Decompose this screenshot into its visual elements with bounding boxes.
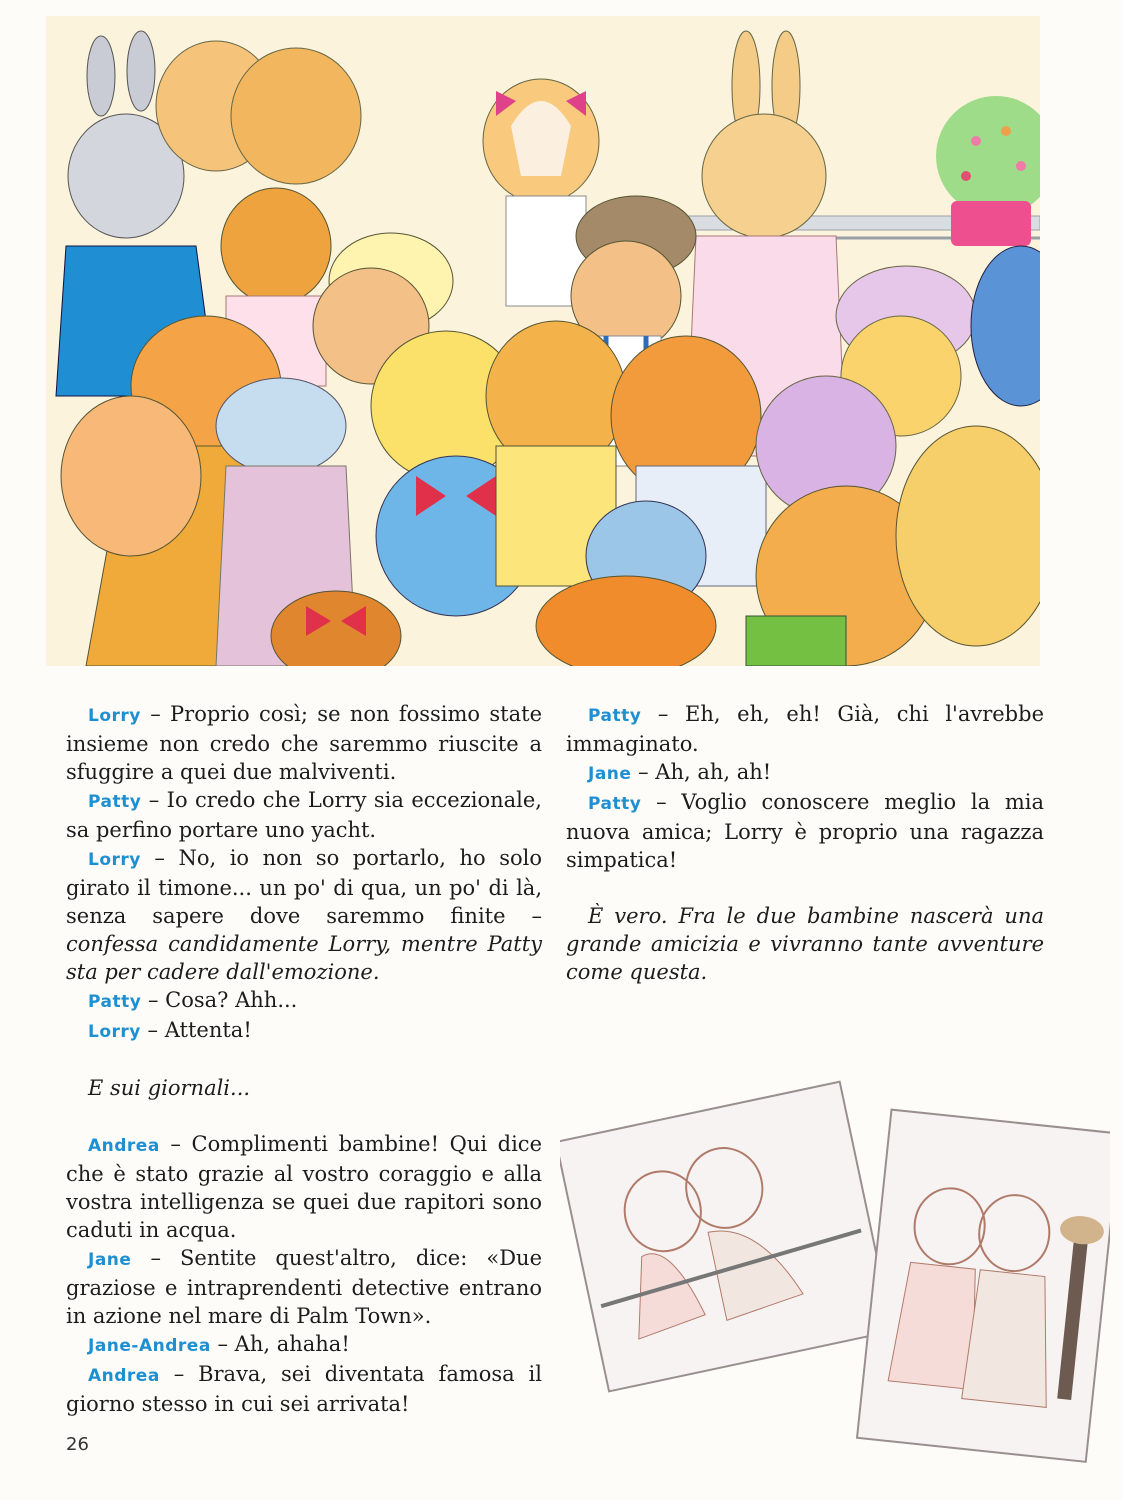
speaker-name: Patty	[588, 706, 642, 726]
dialogue-line: Jane – Sentite quest'altro, dice: «Due graziose e intraprendenti detective entrano in azione nel mare di Palm Town».	[66, 1246, 542, 1328]
sketch-photo-right	[857, 1110, 1110, 1462]
speaker-name: Patty	[588, 794, 642, 814]
dialogue-text: Eh, eh, eh! Già, chi l'avrebbe immaginato.	[566, 702, 1044, 756]
dialogue-line: Jane-Andrea – Ah, ahaha!	[88, 1332, 350, 1356]
dog-orange-left	[156, 41, 361, 184]
dialogue-line: Lorry – No, io non so portarlo, ho solo girato il timone... un po' di qua, un po' di là, senza sapere dove saremmo finite – confessa candidamente Lorry, mentre Patty sta per cadere dall'emozione.	[66, 846, 542, 984]
dialogue-line: Andrea – Brava, sei diventata famosa il giorno stesso in cui sei arrivata!	[66, 1362, 542, 1416]
dialogue-text: Proprio così; se non fossimo state insieme non credo che saremmo riuscite a sfuggire a quei due malviventi.	[66, 702, 542, 784]
dialogue-text: Io credo che Lorry sia eccezionale, sa perfino portare uno yacht.	[66, 788, 542, 842]
dialogue-text: Attenta!	[164, 1018, 252, 1042]
speaker-name: Lorry	[88, 850, 141, 870]
sketch-illustrations	[560, 1080, 1110, 1480]
dialogue-text: Ah, ah, ah!	[655, 760, 772, 784]
dialogue-line: Patty – Voglio conoscere meglio la mia nuova amica; Lorry è proprio una ragazza simpatica!	[566, 790, 1044, 872]
dialogue-text: Brava, sei diventata famosa il giorno stesso in cui sei arrivata!	[66, 1362, 542, 1416]
dialogue-line: Andrea – Complimenti bambine! Qui dice che è stato grazie al vostro coraggio e alla vostra intelligenza se quei due rapitori sono caduti in acqua.	[66, 1132, 542, 1242]
narration: È vero. Fra le due bambine nascerà una grande amicizia e vivranno tante avventure come questa.	[566, 904, 1044, 984]
dialogue-text: Complimenti bambine! Qui dice che è stato grazie al vostro coraggio e alla vostra intelligenza se quei due rapitori sono caduti in acqua.	[66, 1132, 542, 1242]
stage-direction: confessa candidamente Lorry, mentre Patty sta per cadere dall'emozione.	[66, 932, 542, 984]
dialogue-text: No, io non so portarlo, ho solo girato il timone... un po' di qua, un po' di là, senza sapere dove saremmo finite –	[66, 846, 542, 928]
cover-illustration	[46, 16, 1040, 666]
speaker-name: Jane-Andrea	[88, 1336, 211, 1356]
sketch-photo-left	[560, 1082, 893, 1392]
text-column-left	[66, 700, 542, 1418]
narration: E sui giornali...	[88, 1076, 251, 1100]
dialogue-text: Sentite quest'altro, dice: «Due graziose e intraprendenti detective entrano in azione nel mare di Palm Town».	[66, 1246, 542, 1328]
dialogue-line: Lorry – Attenta!	[88, 1018, 252, 1042]
dialogue-text: Voglio conoscere meglio la mia nuova amica; Lorry è proprio una ragazza simpatica!	[566, 790, 1044, 872]
speaker-name: Patty	[88, 792, 142, 812]
speaker-name: Andrea	[88, 1136, 160, 1156]
dialogue-line: Lorry – Proprio così; se non fossimo state insieme non credo che saremmo riuscite a sfuggire a quei due malviventi.	[66, 702, 542, 784]
page-number: 26	[66, 1434, 89, 1455]
flower-pot	[936, 96, 1040, 246]
speaker-name: Andrea	[88, 1366, 160, 1386]
speaker-name: Jane	[88, 1250, 132, 1270]
dialogue-text: Cosa? Ahh...	[165, 988, 298, 1012]
speaker-name: Patty	[88, 992, 142, 1012]
speaker-name: Lorry	[88, 1022, 141, 1042]
speaker-name: Jane	[588, 764, 632, 784]
dialogue-line: Jane – Ah, ah, ah!	[588, 760, 772, 784]
text-column-right	[566, 700, 1044, 986]
speaker-name: Lorry	[88, 706, 141, 726]
dialogue-line: Patty – Io credo che Lorry sia eccezionale, sa perfino portare uno yacht.	[66, 788, 542, 842]
dialogue-line: Patty – Eh, eh, eh! Già, chi l'avrebbe immaginato.	[566, 702, 1044, 756]
dialogue-text: Ah, ahaha!	[234, 1332, 350, 1356]
dialogue-line: Patty – Cosa? Ahh...	[88, 988, 298, 1012]
